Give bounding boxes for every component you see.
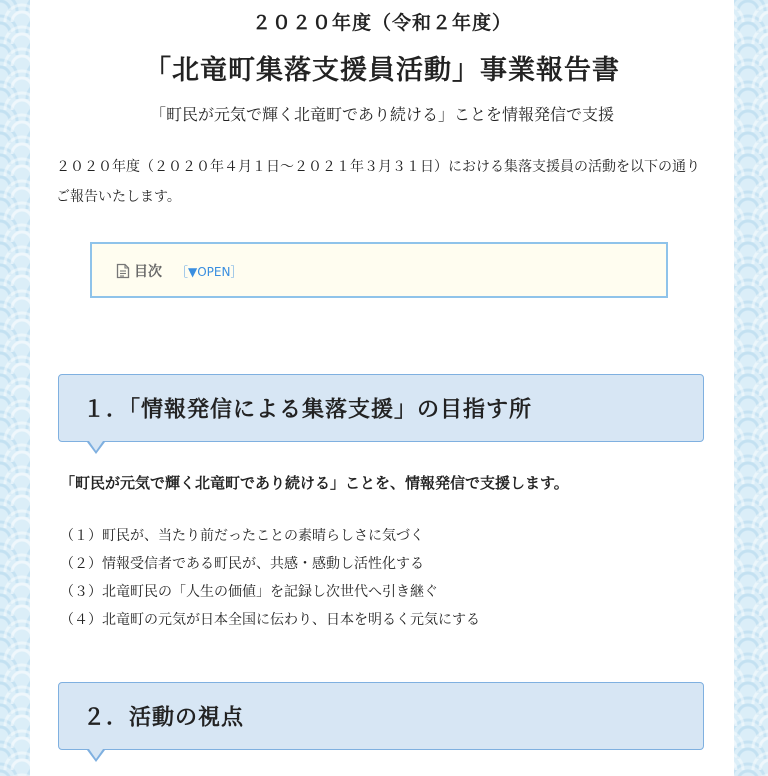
article — [30, 0, 734, 776]
speech-tail — [87, 750, 105, 762]
section-heading-1 — [58, 374, 704, 442]
toc-open-toggle[interactable]: ［▼OPEN］ — [176, 264, 243, 279]
list-item: （２）情報受信者である町民が、共感・感動し活性化する — [60, 556, 424, 572]
section-heading-1-text: １．「情報発信による集落支援」の目指す所 — [83, 397, 533, 423]
goal-list — [60, 522, 480, 634]
table-of-contents — [90, 242, 668, 298]
speech-tail — [87, 442, 105, 454]
report-year: ２０２０年度（令和２年度） — [251, 12, 512, 34]
section-heading-2 — [58, 682, 704, 750]
page-subtitle: 「町民が元気で輝く北竜町であり続ける」ことを情報発信で支援 — [149, 105, 614, 124]
document-icon — [116, 263, 130, 279]
section-heading-2-text: ２．活動の視点 — [83, 705, 245, 731]
toc-title: 目次 — [134, 264, 162, 280]
list-item: （１）町民が、当たり前だったことの素晴らしさに気づく — [60, 528, 424, 544]
list-item: （３）北竜町民の「人生の価値」を記録し次世代へ引き継ぐ — [60, 584, 438, 600]
intro-paragraph: ２０２０年度（２０２０年４月１日〜２０２１年３月３１日）における集落支援員の活動を以下の通りご報告いたします。 — [56, 159, 700, 205]
list-item: （４）北竜町の元気が日本全国に伝わり、日本を明るく元気にする — [60, 612, 480, 628]
section-lead: 「町民が元気で輝く北竜町であり続ける」ことを、情報発信で支援します。 — [60, 474, 569, 492]
page-title: 「北竜町集落支援員活動」事業報告書 — [144, 55, 620, 86]
